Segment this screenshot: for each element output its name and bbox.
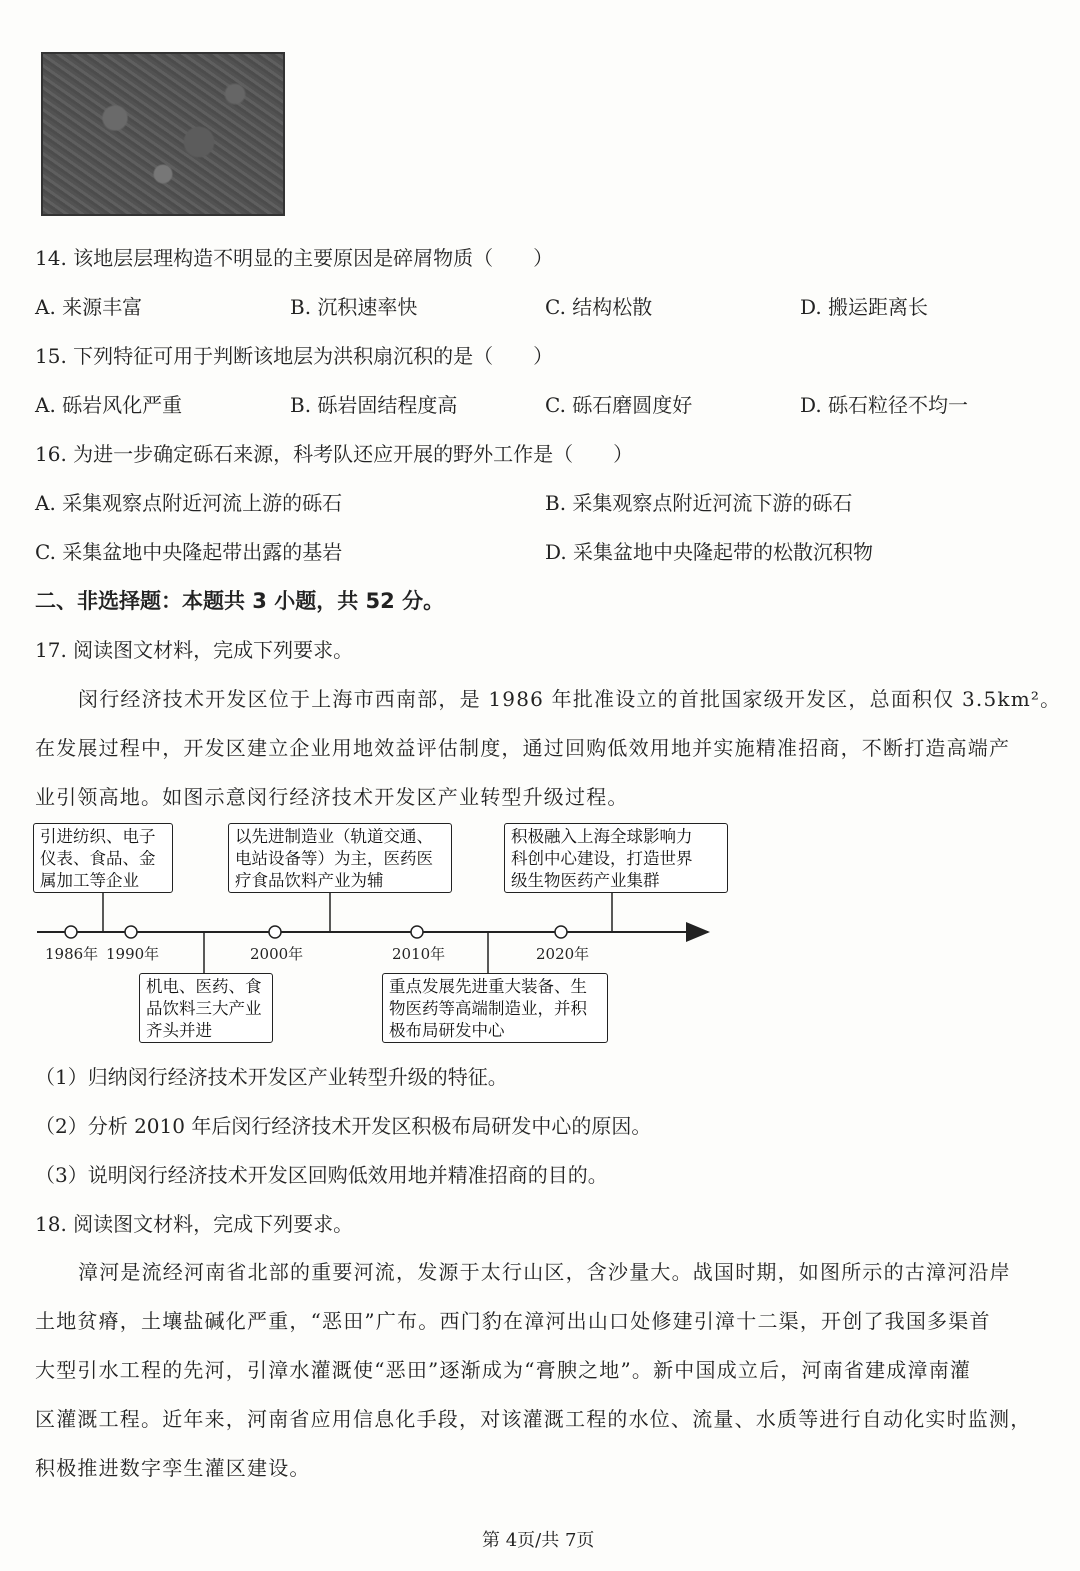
q18-para-line-3: 大型引水工程的先河，引漳水灌溉使“恶田”逐渐成为“膏腴之地”。新中国成立后，河南省建成漳南灌 xyxy=(35,1358,972,1382)
page-footer: 第 4页/共 7页 xyxy=(482,1530,595,1551)
year-marker-2020 xyxy=(555,926,567,938)
year-label-2000: 2000年 xyxy=(250,945,304,963)
year-label-2010: 2010年 xyxy=(392,945,446,963)
timeline-box-2000: 以先进制造业（轨道交通、 电站设备等）为主，医药医 疗食品饮料产业为辅 xyxy=(228,823,452,893)
q17-para-line-3: 业引领高地。如图示意闵行经济技术开发区产业转型升级过程。 xyxy=(35,785,629,809)
timeline-box-2010s: 重点发展先进重大装备、生 物医药等高端制造业，并积 极布局研发中心 xyxy=(382,973,608,1043)
q15-option-b[interactable]: B. 砾岩固结程度高 xyxy=(290,393,458,417)
year-marker-2000 xyxy=(269,926,281,938)
section-heading: 二、非选择题：本题共 3 小题，共 52 分。 xyxy=(35,589,445,613)
q14-option-d[interactable]: D. 搬运距离长 xyxy=(800,295,929,319)
q18-para-line-2: 土地贫瘠，土壤盐碱化严重，“恶田”广布。西门豹在漳河出山口处修建引漳十二渠，开创了我国多渠首 xyxy=(35,1309,991,1333)
timeline-box-2020: 积极融入上海全球影响力 科创中心建设，打造世界 级生物医药产业集群 xyxy=(504,823,728,893)
year-marker-2010 xyxy=(411,926,423,938)
q17-para-line-2: 在发展过程中，开发区建立企业用地效益评估制度，通过回购低效用地并实施精准招商，不断打造高端产 xyxy=(35,736,1011,760)
q15-option-c[interactable]: C. 砾石磨圆度好 xyxy=(545,393,693,417)
q18-para-line-1: 漳河是流经河南省北部的重要河流，发源于太行山区，含沙量大。战国时期，如图所示的古漳河沿岸 xyxy=(78,1260,1011,1284)
q15-stem: 15. 下列特征可用于判断该地层为洪积扇沉积的是（ ） xyxy=(35,344,554,368)
q17-stem: 17. 阅读图文材料，完成下列要求。 xyxy=(35,638,354,662)
q15-option-d[interactable]: D. 砾石粒径不均一 xyxy=(800,393,969,417)
year-marker-1990 xyxy=(125,926,137,938)
q16-option-d[interactable]: D. 采集盆地中央隆起带的松散沉积物 xyxy=(545,540,874,564)
q16-stem: 16. 为进一步确定砾石来源，科考队还应开展的野外工作是（ ） xyxy=(35,442,634,466)
q17-sub-1: （1）归纳闵行经济技术开发区产业转型升级的特征。 xyxy=(35,1065,508,1089)
timeline-box-1986: 引进纺织、电子 仪表、食品、金 属加工等企业 xyxy=(33,823,173,893)
q14-option-b[interactable]: B. 沉积速率快 xyxy=(290,295,418,319)
year-marker-1986 xyxy=(65,926,77,938)
q18-para-line-5: 积极推进数字孪生灌区建设。 xyxy=(35,1456,311,1480)
year-label-1990: 1990年 xyxy=(106,945,160,963)
q17-sub-3: （3）说明闵行经济技术开发区回购低效用地并精准招商的目的。 xyxy=(35,1163,608,1187)
year-label-1986: 1986年 xyxy=(45,945,99,963)
year-label-2020: 2020年 xyxy=(536,945,590,963)
q15-option-a[interactable]: A. 砾岩风化严重 xyxy=(35,393,183,417)
q16-option-a[interactable]: A. 采集观察点附近河流上游的砾石 xyxy=(35,491,343,515)
q14-option-c[interactable]: C. 结构松散 xyxy=(545,295,653,319)
q14-option-a[interactable]: A. 来源丰富 xyxy=(35,295,143,319)
q18-para-line-4: 区灌溉工程。近年来，河南省应用信息化手段，对该灌溉工程的水位、流量、水质等进行自动化实时监测， xyxy=(35,1407,1032,1431)
q16-option-b[interactable]: B. 采集观察点附近河流下游的砾石 xyxy=(545,491,853,515)
q17-sub-2: （2）分析 2010 年后闵行经济技术开发区积极布局研发中心的原因。 xyxy=(35,1114,652,1138)
q17-para-line-1: 闵行经济技术开发区位于上海市西南部，是 1986 年批准设立的首批国家级开发区，总面积仅 3.5km²。 xyxy=(78,687,1062,711)
q14-stem: 14. 该地层层理构造不明显的主要原因是碎屑物质（ ） xyxy=(35,246,554,270)
q16-option-c[interactable]: C. 采集盆地中央隆起带出露的基岩 xyxy=(35,540,343,564)
q18-stem: 18. 阅读图文材料，完成下列要求。 xyxy=(35,1212,354,1236)
timeline-box-1990s: 机电、医药、食 品饮料三大产业 齐头并进 xyxy=(139,973,273,1043)
